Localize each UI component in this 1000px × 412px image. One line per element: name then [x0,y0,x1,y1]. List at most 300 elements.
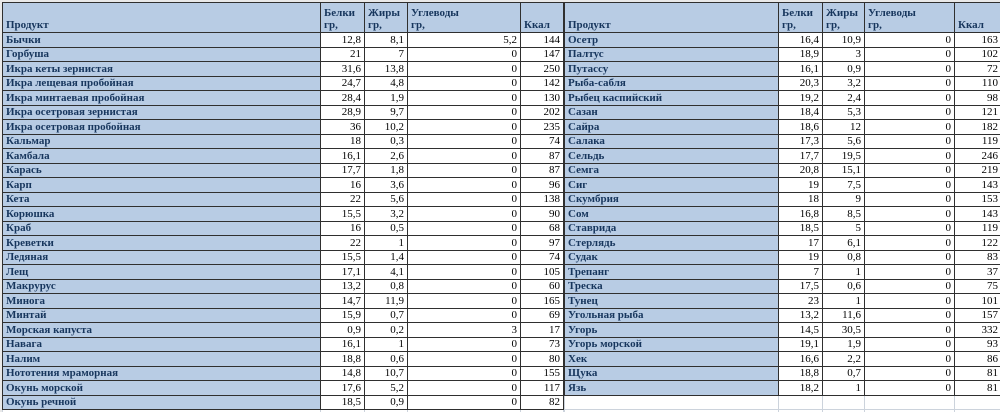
product-cell[interactable]: Угорь морской [565,337,779,352]
product-cell[interactable]: Креветки [3,236,321,251]
value-cell[interactable]: 3 [408,323,521,338]
value-cell[interactable]: 0 [865,91,955,106]
value-cell[interactable]: 87 [521,163,564,178]
value-cell[interactable]: 0 [865,279,955,294]
value-cell[interactable]: 17,5 [779,279,823,294]
value-cell[interactable]: 82 [521,395,564,410]
value-cell[interactable]: 12 [823,120,865,135]
value-cell[interactable]: 0 [408,91,521,106]
value-cell[interactable]: 0 [408,47,521,62]
value-cell[interactable]: 332 [955,323,1000,338]
value-cell[interactable]: 1 [365,337,408,352]
value-cell[interactable]: 9,7 [365,105,408,120]
table-row [565,33,1000,48]
value-cell[interactable]: 86 [955,352,1000,367]
value-cell[interactable]: 18,8 [779,366,823,381]
value-cell[interactable]: 1,4 [365,250,408,265]
product-cell[interactable]: Навага [3,337,321,352]
product-cell[interactable]: Икра минтаевая пробойная [3,91,321,106]
value-cell[interactable]: 0 [408,308,521,323]
value-cell[interactable]: 0 [408,120,521,135]
value-cell[interactable]: 1,8 [365,163,408,178]
value-cell[interactable]: 0 [865,221,955,236]
product-cell[interactable]: Тунец [565,294,779,309]
value-cell[interactable]: 7 [779,265,823,280]
value-cell[interactable]: 93 [955,337,1000,352]
table-row [3,352,564,367]
value-cell[interactable]: 163 [955,33,1000,48]
value-cell[interactable]: 18,5 [779,221,823,236]
value-cell[interactable]: 10,9 [823,33,865,48]
value-cell[interactable]: 75 [955,279,1000,294]
value-cell[interactable]: 19,2 [779,91,823,106]
value-cell[interactable]: 87 [521,149,564,164]
value-cell[interactable]: 0 [865,250,955,265]
value-cell[interactable]: 0,9 [823,62,865,77]
value-cell[interactable]: 3,2 [823,76,865,91]
value-cell[interactable]: 235 [521,120,564,135]
value-cell[interactable]: 20,3 [779,76,823,91]
value-cell[interactable]: 13,2 [779,308,823,323]
product-cell[interactable]: Скумбрия [565,192,779,207]
value-cell[interactable]: 96 [521,178,564,193]
table-row [565,120,1000,135]
value-cell[interactable]: 246 [955,149,1000,164]
value-cell[interactable]: 20,8 [779,163,823,178]
product-cell[interactable]: Семга [565,163,779,178]
table-row [565,105,1000,120]
value-cell[interactable]: 16 [321,178,365,193]
value-cell[interactable]: 16,1 [321,149,365,164]
product-cell[interactable]: Горбуша [3,47,321,62]
value-cell[interactable]: 122 [955,236,1000,251]
value-cell[interactable]: 18,6 [779,120,823,135]
value-cell[interactable]: 28,4 [321,91,365,106]
value-cell[interactable]: 17 [779,236,823,251]
column-header-carbs[interactable]: Углеводы гр, [408,3,521,33]
value-cell[interactable]: 16,1 [321,337,365,352]
value-cell[interactable]: 81 [955,381,1000,396]
value-cell[interactable]: 0 [408,192,521,207]
value-cell[interactable]: 74 [521,134,564,149]
value-cell[interactable]: 143 [955,207,1000,222]
value-cell[interactable]: 0 [408,163,521,178]
value-cell[interactable]: 68 [521,221,564,236]
value-cell[interactable]: 102 [955,47,1000,62]
table-row [565,62,1000,77]
table-row [3,134,564,149]
table-row [565,381,1000,396]
value-cell[interactable]: 14,8 [321,366,365,381]
value-cell[interactable]: 18,5 [321,395,365,410]
table-row [3,149,564,164]
value-cell[interactable]: 105 [521,265,564,280]
product-cell[interactable]: Рыба-сабля [565,76,779,91]
value-cell[interactable]: 30,5 [823,323,865,338]
value-cell[interactable]: 7 [365,47,408,62]
value-cell[interactable]: 0 [408,221,521,236]
value-cell[interactable]: 23 [779,294,823,309]
product-cell[interactable]: Налим [3,352,321,367]
value-cell[interactable]: 12,8 [321,33,365,48]
value-cell[interactable]: 165 [521,294,564,309]
table-body-right [565,33,1000,396]
value-cell[interactable]: 4,8 [365,76,408,91]
value-cell[interactable]: 10,7 [365,366,408,381]
product-cell[interactable]: Сайра [565,120,779,135]
table-row [3,62,564,77]
value-cell[interactable]: 11,6 [823,308,865,323]
value-cell[interactable]: 0 [865,381,955,396]
value-cell[interactable]: 2,6 [365,149,408,164]
table-row [3,76,564,91]
value-cell[interactable]: 0 [865,134,955,149]
product-cell[interactable]: Палтус [565,47,779,62]
value-cell[interactable]: 0 [408,294,521,309]
value-cell[interactable]: 16,6 [779,352,823,367]
table-row [3,308,564,323]
value-cell[interactable]: 0,7 [365,308,408,323]
empty-cell[interactable] [955,395,1000,410]
value-cell[interactable]: 0 [408,236,521,251]
value-cell[interactable]: 60 [521,279,564,294]
value-cell[interactable]: 14,5 [779,323,823,338]
value-cell[interactable]: 18,9 [779,47,823,62]
value-cell[interactable]: 3 [823,47,865,62]
product-cell[interactable]: Краб [3,221,321,236]
value-cell[interactable]: 18,8 [321,352,365,367]
table-row [3,178,564,193]
value-cell[interactable]: 16 [321,221,365,236]
value-cell[interactable]: 15,5 [321,207,365,222]
value-cell[interactable]: 18,2 [779,381,823,396]
value-cell[interactable]: 155 [521,366,564,381]
value-cell[interactable]: 0 [865,294,955,309]
value-cell[interactable]: 18 [321,134,365,149]
value-cell[interactable]: 19 [779,250,823,265]
value-cell[interactable]: 117 [521,381,564,396]
value-cell[interactable]: 5,3 [823,105,865,120]
value-cell[interactable]: 22 [321,236,365,251]
product-cell[interactable]: Ледяная [3,250,321,265]
value-cell[interactable]: 0,6 [365,352,408,367]
product-cell[interactable]: Сиг [565,178,779,193]
value-cell[interactable]: 157 [955,308,1000,323]
value-cell[interactable]: 72 [955,62,1000,77]
value-cell[interactable]: 0 [865,337,955,352]
column-header-kcal[interactable]: Ккал [521,3,564,33]
product-cell[interactable]: Трепанг [565,265,779,280]
value-cell[interactable]: 7,5 [823,178,865,193]
value-cell[interactable]: 17 [521,323,564,338]
column-header-fat[interactable]: Жиры гр, [823,3,865,33]
value-cell[interactable]: 0 [865,178,955,193]
value-cell[interactable]: 69 [521,308,564,323]
value-cell[interactable]: 11,9 [365,294,408,309]
value-cell[interactable]: 250 [521,62,564,77]
value-cell[interactable]: 2,4 [823,91,865,106]
value-cell[interactable]: 14,7 [321,294,365,309]
value-cell[interactable]: 0 [865,120,955,135]
value-cell[interactable]: 0 [408,352,521,367]
value-cell[interactable]: 0 [865,47,955,62]
value-cell[interactable]: 5,2 [408,33,521,48]
product-cell[interactable]: Угорь [565,323,779,338]
table-row [3,236,564,251]
value-cell[interactable]: 90 [521,207,564,222]
table-row [565,221,1000,236]
value-cell[interactable]: 138 [521,192,564,207]
product-cell[interactable]: Корюшка [3,207,321,222]
value-cell[interactable]: 19 [779,178,823,193]
value-cell[interactable]: 0 [865,62,955,77]
table-row [3,337,564,352]
product-cell[interactable]: Морская капуста [3,323,321,338]
value-cell[interactable]: 3,6 [365,178,408,193]
value-cell[interactable]: 81 [955,366,1000,381]
column-header-product[interactable]: Продукт [3,3,321,33]
value-cell[interactable]: 0 [865,352,955,367]
table-row [3,366,564,381]
value-cell[interactable]: 0 [408,250,521,265]
value-cell[interactable]: 83 [955,250,1000,265]
value-cell[interactable]: 9 [823,192,865,207]
product-cell[interactable]: Лещ [3,265,321,280]
value-cell[interactable]: 8,1 [365,33,408,48]
value-cell[interactable]: 36 [321,120,365,135]
empty-cell[interactable] [865,395,955,410]
value-cell[interactable]: 21 [321,47,365,62]
value-cell[interactable]: 0,6 [823,279,865,294]
product-cell[interactable]: Судак [565,250,779,265]
value-cell[interactable]: 73 [521,337,564,352]
value-cell[interactable]: 15,5 [321,250,365,265]
value-cell[interactable]: 5,6 [365,192,408,207]
value-cell[interactable]: 28,9 [321,105,365,120]
column-header-protein[interactable]: Белки гр, [321,3,365,33]
value-cell[interactable]: 0 [865,265,955,280]
product-cell[interactable]: Минтай [3,308,321,323]
column-header-product[interactable]: Продукт [565,3,779,33]
value-cell[interactable]: 0,2 [365,323,408,338]
value-cell[interactable]: 80 [521,352,564,367]
empty-cell[interactable] [779,395,823,410]
value-cell[interactable]: 22 [321,192,365,207]
value-cell[interactable]: 5 [823,221,865,236]
value-cell[interactable]: 119 [955,134,1000,149]
value-cell[interactable]: 19,5 [823,149,865,164]
value-cell[interactable]: 2,2 [823,352,865,367]
value-cell[interactable]: 0 [865,308,955,323]
value-cell[interactable]: 1 [365,236,408,251]
column-header-fat[interactable]: Жиры гр, [365,3,408,33]
value-cell[interactable]: 0,7 [823,366,865,381]
product-cell[interactable]: Кета [3,192,321,207]
value-cell[interactable]: 1 [823,294,865,309]
value-cell[interactable]: 0 [408,76,521,91]
value-cell[interactable]: 10,2 [365,120,408,135]
value-cell[interactable]: 17,7 [779,149,823,164]
value-cell[interactable]: 15,9 [321,308,365,323]
value-cell[interactable]: 97 [521,236,564,251]
value-cell[interactable]: 0 [865,163,955,178]
value-cell[interactable]: 0 [408,366,521,381]
value-cell[interactable]: 0 [865,207,955,222]
value-cell[interactable]: 16,8 [779,207,823,222]
table-row [3,105,564,120]
value-cell[interactable]: 0 [865,149,955,164]
table-ghost-right [565,395,1000,412]
value-cell[interactable]: 6,1 [823,236,865,251]
value-cell[interactable]: 17,3 [779,134,823,149]
value-cell[interactable]: 0 [865,236,955,251]
table-row [565,323,1000,338]
value-cell[interactable]: 110 [955,76,1000,91]
product-cell[interactable]: Сельдь [565,149,779,164]
empty-cell[interactable] [823,395,865,410]
value-cell[interactable]: 5,2 [365,381,408,396]
value-cell[interactable]: 18 [779,192,823,207]
table-row [3,279,564,294]
value-cell[interactable]: 182 [955,120,1000,135]
nutrition-tables-container [2,2,1000,412]
value-cell[interactable]: 17,6 [321,381,365,396]
value-cell[interactable]: 0 [408,134,521,149]
product-cell[interactable]: Окунь морской [3,381,321,396]
product-cell[interactable]: Рыбец каспийский [565,91,779,106]
value-cell[interactable]: 0,9 [321,323,365,338]
value-cell[interactable]: 13,2 [321,279,365,294]
value-cell[interactable]: 0 [865,192,955,207]
product-cell[interactable]: Осетр [565,33,779,48]
value-cell[interactable]: 130 [521,91,564,106]
product-cell[interactable]: Сазан [565,105,779,120]
value-cell[interactable]: 74 [521,250,564,265]
value-cell[interactable]: 0 [408,265,521,280]
value-cell[interactable]: 31,6 [321,62,365,77]
table-row [3,221,564,236]
table-row [3,323,564,338]
value-cell[interactable]: 0 [865,76,955,91]
product-cell[interactable]: Угольная рыба [565,308,779,323]
value-cell[interactable]: 0 [865,323,955,338]
value-cell[interactable]: 0,3 [365,134,408,149]
value-cell[interactable]: 5,6 [823,134,865,149]
value-cell[interactable]: 121 [955,105,1000,120]
value-cell[interactable]: 17,1 [321,265,365,280]
value-cell[interactable]: 0 [408,149,521,164]
value-cell[interactable]: 0,8 [365,279,408,294]
value-cell[interactable]: 1,9 [823,337,865,352]
value-cell[interactable]: 142 [521,76,564,91]
value-cell[interactable]: 18,4 [779,105,823,120]
product-cell[interactable]: Нототения мраморная [3,366,321,381]
product-cell[interactable]: Карась [3,163,321,178]
value-cell[interactable]: 0,9 [365,395,408,410]
value-cell[interactable]: 0 [408,395,521,410]
product-cell[interactable]: Макрурус [3,279,321,294]
value-cell[interactable]: 24,7 [321,76,365,91]
product-cell[interactable]: Хек [565,352,779,367]
product-cell[interactable]: Икра осетровая пробойная [3,120,321,135]
value-cell[interactable]: 0 [865,33,955,48]
column-header-protein[interactable]: Белки гр, [779,3,823,33]
product-cell[interactable]: Камбала [3,149,321,164]
product-cell[interactable]: Стерлядь [565,236,779,251]
value-cell[interactable]: 0 [408,178,521,193]
empty-cell[interactable] [565,395,779,410]
table-row [565,134,1000,149]
value-cell[interactable]: 0 [408,381,521,396]
value-cell[interactable]: 16,1 [779,62,823,77]
product-cell[interactable]: Щука [565,366,779,381]
value-cell[interactable]: 153 [955,192,1000,207]
value-cell[interactable]: 8,5 [823,207,865,222]
table-row [565,366,1000,381]
product-cell[interactable]: Минога [3,294,321,309]
product-cell[interactable]: Ставрида [565,221,779,236]
product-cell[interactable]: Сом [565,207,779,222]
product-cell[interactable]: Икра осетровая зернистая [3,105,321,120]
value-cell[interactable]: 0 [865,366,955,381]
column-header-carbs[interactable]: Углеводы гр, [865,3,955,33]
column-header-kcal[interactable]: Ккал [955,3,1000,33]
value-cell[interactable]: 219 [955,163,1000,178]
value-cell[interactable]: 17,7 [321,163,365,178]
value-cell[interactable]: 1,9 [365,91,408,106]
value-cell[interactable]: 19,1 [779,337,823,352]
product-cell[interactable]: Салака [565,134,779,149]
product-cell[interactable]: Кальмар [3,134,321,149]
table-body-left [3,33,564,410]
value-cell[interactable]: 1 [823,265,865,280]
value-cell[interactable]: 144 [521,33,564,48]
value-cell[interactable]: 119 [955,221,1000,236]
value-cell[interactable]: 0,5 [365,221,408,236]
header-row [565,3,1000,33]
value-cell[interactable]: 4,1 [365,265,408,280]
value-cell[interactable]: 202 [521,105,564,120]
product-cell[interactable]: Путассу [565,62,779,77]
product-cell[interactable]: Треска [565,279,779,294]
value-cell[interactable]: 0 [408,62,521,77]
value-cell[interactable]: 0 [865,105,955,120]
value-cell[interactable]: 37 [955,265,1000,280]
value-cell[interactable]: 147 [521,47,564,62]
value-cell[interactable]: 101 [955,294,1000,309]
value-cell[interactable]: 98 [955,91,1000,106]
product-cell[interactable]: Окунь речной [3,395,321,410]
value-cell[interactable]: 0 [408,207,521,222]
value-cell[interactable]: 13,8 [365,62,408,77]
product-cell[interactable]: Бычки [3,33,321,48]
value-cell[interactable]: 143 [955,178,1000,193]
value-cell[interactable]: 0 [408,279,521,294]
value-cell[interactable]: 3,2 [365,207,408,222]
value-cell[interactable]: 0 [408,337,521,352]
value-cell[interactable]: 15,1 [823,163,865,178]
value-cell[interactable]: 1 [823,381,865,396]
value-cell[interactable]: 0,8 [823,250,865,265]
value-cell[interactable]: 0 [408,105,521,120]
product-cell[interactable]: Карп [3,178,321,193]
product-cell[interactable]: Язь [565,381,779,396]
product-cell[interactable]: Икра кеты зернистая [3,62,321,77]
value-cell[interactable]: 16,4 [779,33,823,48]
table-header-right [565,3,1000,33]
table-row [3,163,564,178]
product-cell[interactable]: Икра лещевая пробойная [3,76,321,91]
